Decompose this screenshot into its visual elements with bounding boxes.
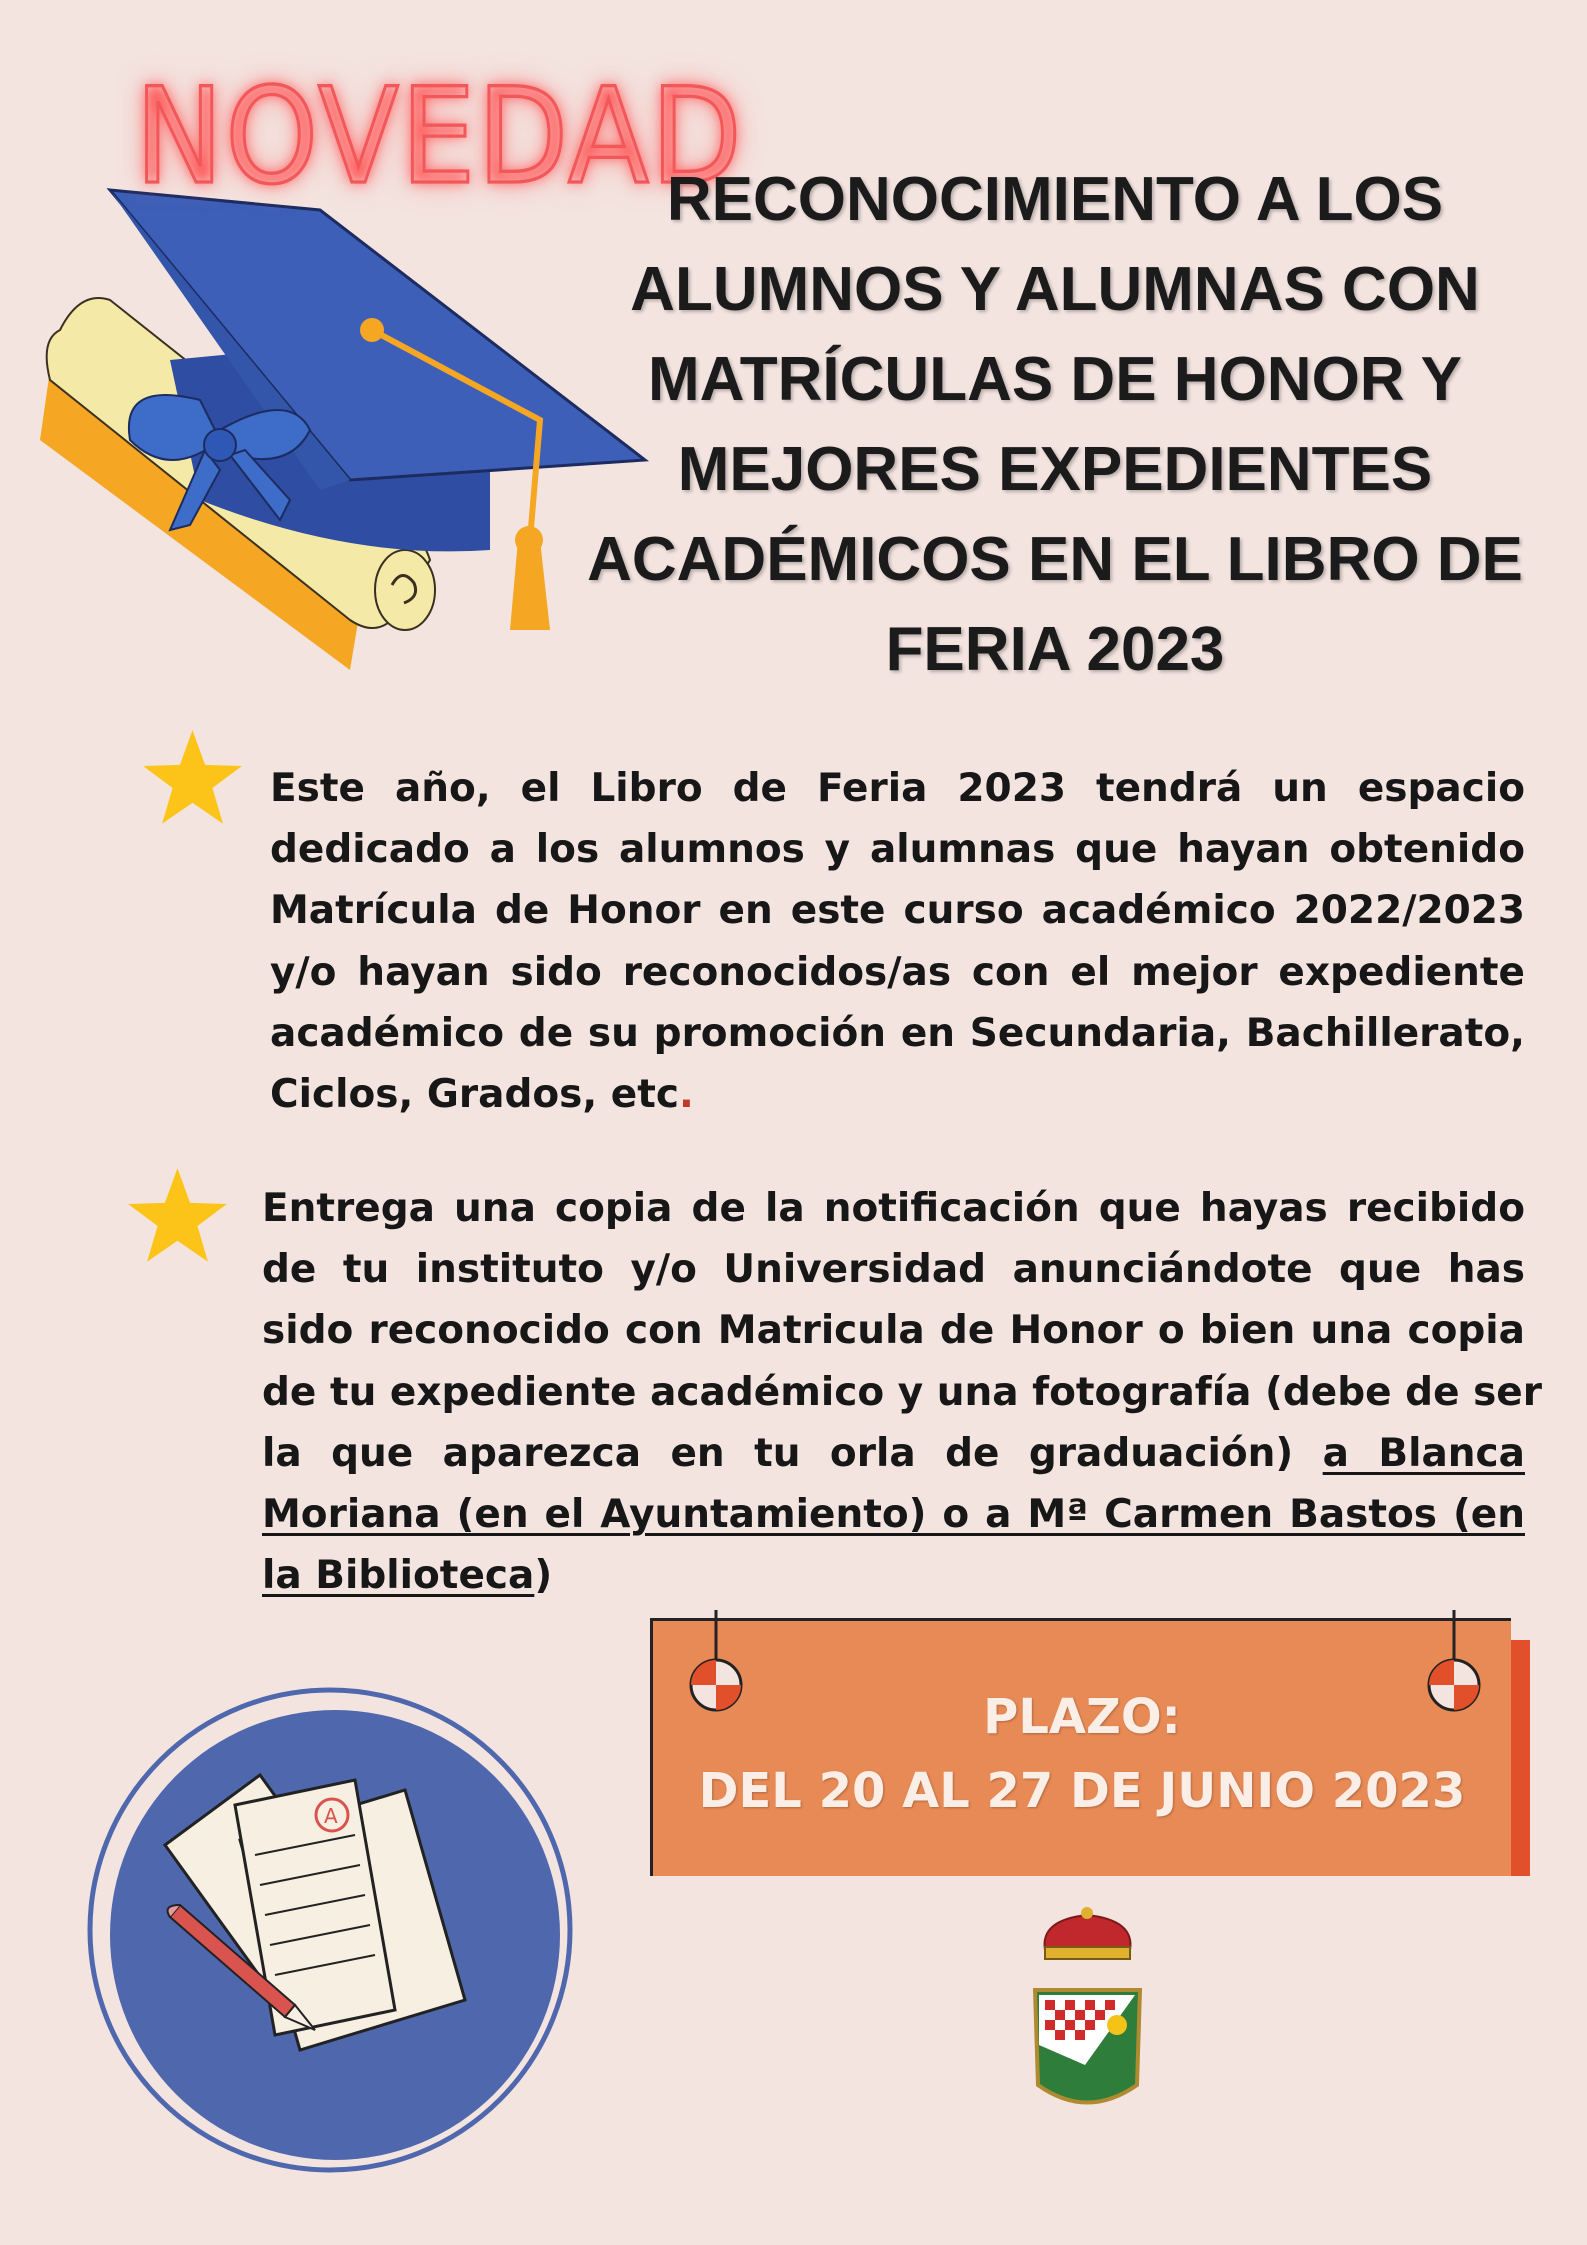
paragraph-line xyxy=(262,1423,1525,1484)
deadline-dates: DEL 20 AL 27 DE JUNIO 2023 xyxy=(698,1763,1466,1819)
paragraph-line: y/o hayan sido reconocidos/as con el mejor expediente xyxy=(270,949,1525,995)
svg-text:A: A xyxy=(324,1804,338,1828)
paragraph-text: la que aparezca en tu orla de graduación) xyxy=(262,1430,1323,1476)
contact-text: a Blanca xyxy=(1322,1430,1525,1476)
star-icon xyxy=(125,1163,230,1268)
title-line: MEJORES EXPEDIENTES xyxy=(677,435,1433,504)
paragraph-end-dot: . xyxy=(678,1072,694,1118)
paragraph-line: de tu expediente académico y una fotografía (debe de ser xyxy=(262,1369,1542,1415)
page-title xyxy=(560,155,1550,695)
title-line: FERIA 2023 xyxy=(885,615,1225,684)
contact-text: la Biblioteca xyxy=(262,1553,535,1599)
info-paragraph-1 xyxy=(270,758,1525,1125)
paragraph-line: Entrega una copia de la notificación que hayas recibido xyxy=(262,1186,1525,1231)
paragraph-line xyxy=(270,1064,1525,1125)
paragraph-line: de tu instituto y/o Universidad anunciándote que has xyxy=(262,1247,1525,1293)
title-line: RECONOCIMIENTO A LOS xyxy=(666,165,1444,234)
paragraph-line: académico de su promoción en Secundaria, Bachillerato, xyxy=(270,1010,1525,1056)
paragraph-line: Este año, el Libro de Feria 2023 tendrá un espacio xyxy=(270,766,1525,811)
exam-papers-illustration xyxy=(70,1655,590,2175)
coat-of-arms-icon xyxy=(1025,1905,1150,2125)
novedad-badge: NOVEDAD xyxy=(135,58,744,214)
paragraph-line: Matrícula de Honor en este curso académico 2022/2023 xyxy=(270,888,1525,934)
paragraph-text: Ciclos, Grados, etc xyxy=(270,1072,679,1118)
title-line: ACADÉMICOS EN EL LIBRO DE xyxy=(587,525,1523,594)
contact-text: Moriana (en el Ayuntamiento) o a Mª Carmen Bastos (en xyxy=(262,1492,1525,1538)
star-icon xyxy=(140,725,245,830)
paragraph-line: sido reconocido con Matricula de Honor o bien una copia xyxy=(262,1308,1525,1354)
paragraph-line xyxy=(262,1545,1525,1606)
title-line: MATRÍCULAS DE HONOR Y xyxy=(647,345,1463,414)
deadline-text xyxy=(653,1680,1511,1828)
paragraph-line: dedicado a los alumnos y alumnas que hayan obtenido xyxy=(270,827,1525,873)
deadline-label: PLAZO: xyxy=(983,1689,1181,1745)
paragraph-end: ) xyxy=(534,1553,553,1599)
title-line: ALUMNOS Y ALUMNAS CON xyxy=(630,255,1480,324)
info-paragraph-2 xyxy=(262,1178,1542,1606)
